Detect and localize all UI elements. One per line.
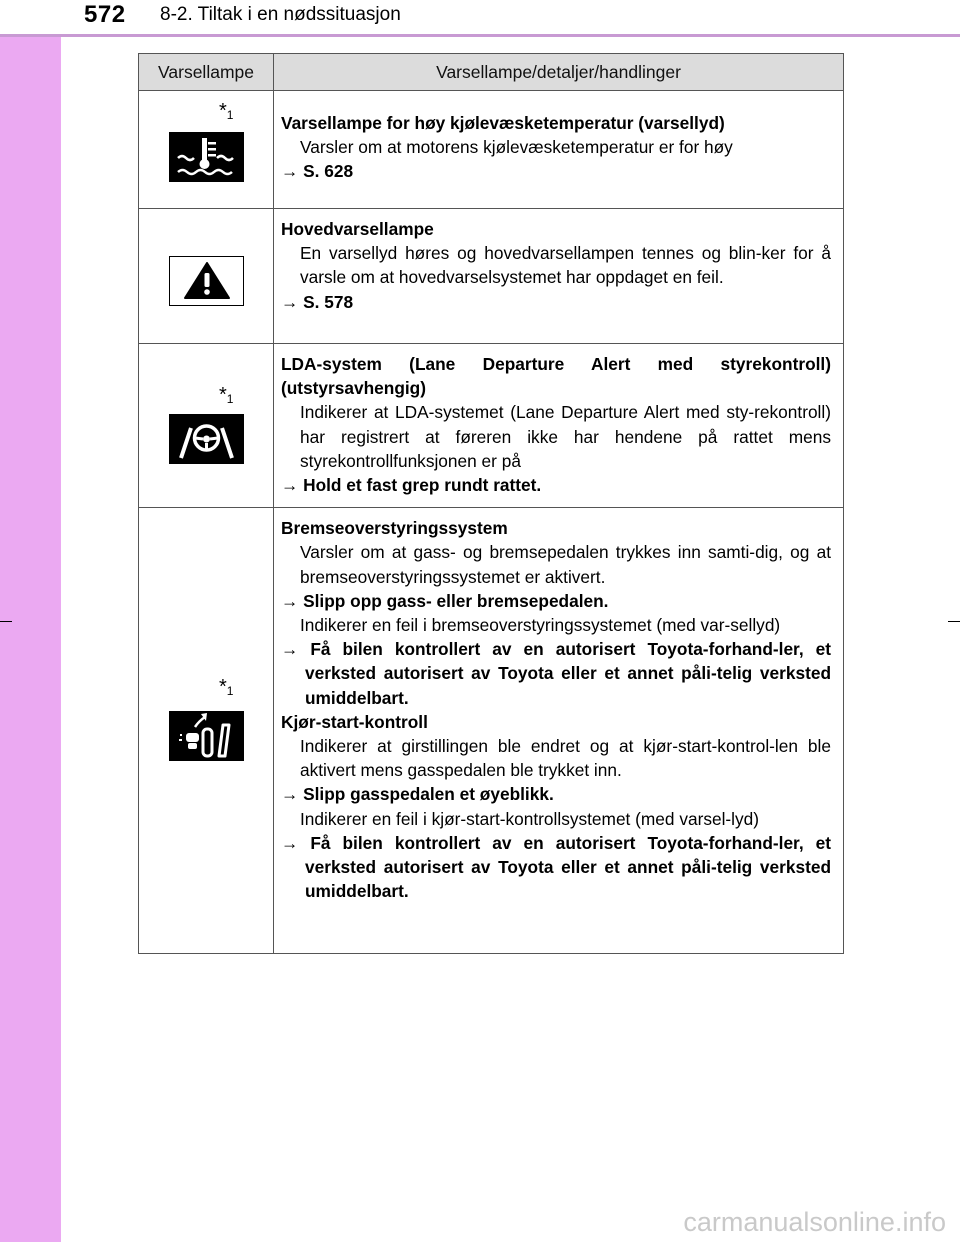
footnote-marker: $*_1$ [219, 384, 234, 406]
lamp-cell [139, 344, 274, 508]
lamp-description: Indikerer at girstillingen ble endret og at kjør-start-kontrol-len ble aktivert mens gasspedalen ble trykket inn. [300, 736, 831, 781]
page-number: 572 [84, 1, 126, 28]
lamp-action: → Slipp gasspedalen et øyeblikk. [281, 784, 554, 805]
table-row [139, 508, 844, 954]
coolant-temperature-icon [169, 132, 244, 182]
table-header-row [139, 54, 844, 91]
lamp-action: → Hold et fast grep rundt rattet. [281, 475, 542, 496]
warning-lamp-table [138, 53, 844, 954]
lamp-title: Varsellampe for høy kjølevæsketemperatur (varsellyd) [281, 113, 725, 133]
lda-steering-wheel-icon [169, 414, 244, 464]
table-row [139, 209, 844, 344]
footnote-marker: $*_1$ [219, 100, 234, 122]
crop-mark-right [948, 621, 960, 622]
details-cell [274, 209, 844, 344]
lamp-title: Kjør-start-kontroll [281, 711, 428, 732]
details-cell [274, 508, 844, 954]
lamp-action: → S. 578 [281, 291, 354, 312]
lamp-title: LDA-system (Lane Departure Alert med styrekontroll) (utstyrsavhengig) [281, 354, 831, 399]
lamp-title: Hovedvarsellampe [281, 219, 434, 239]
lamp-action: → S. 628 [281, 161, 354, 182]
lamp-description: Indikerer en feil i bremseoverstyringssystemet (med var-sellyd) [300, 615, 781, 636]
table-row [139, 91, 844, 209]
master-warning-icon [169, 256, 244, 306]
lamp-description: Varsler om at motorens kjølevæsketemperatur er for høy [300, 137, 733, 158]
header-band [0, 0, 960, 36]
lamp-cell [139, 508, 274, 954]
table-row [139, 344, 844, 508]
section-title: 8-2. Tiltak i en nødssituasjon [160, 4, 401, 25]
brake-override-pedals-icon [169, 711, 244, 761]
column-header-details: Varsellampe/detaljer/handlinger [274, 54, 844, 91]
lamp-action: → Slipp opp gass- eller bremsepedalen. [281, 590, 609, 611]
crop-mark-left [0, 621, 12, 622]
details-cell [274, 344, 844, 508]
lamp-cell [139, 209, 274, 344]
lamp-action: → Få bilen kontrollert av en autorisert Toyota-forhand-ler, et verksted autorisert av Toyota eller et annet påli-telig verksted umiddelbart. [281, 832, 832, 902]
lamp-description: En varsellyd høres og hovedvarsellampen tennes og blin-ker for å varsle om at hovedvarselsystemet har oppdaget en feil. [300, 243, 831, 288]
lamp-description: Indikerer at LDA-systemet (Lane Departure Alert med sty-rekontroll) har registrert at føreren ikke har hendene på rattet mens styrekontrollfunksjonen er på [300, 402, 831, 471]
lamp-description: Varsler om at gass- og bremsepedalen trykkes inn samti-dig, og at bremseoverstyringssystemet er aktivert. [300, 542, 831, 587]
watermark: carmanualsonline.info [683, 1207, 946, 1237]
lamp-action: → Få bilen kontrollert av en autorisert Toyota-forhand-ler, et verksted autorisert av Toyota eller et annet påli-telig verksted umiddelbart. [281, 639, 832, 708]
details-cell [274, 91, 844, 209]
footnote-marker: $*_1$ [219, 676, 234, 699]
lamp-title: Bremseoverstyringssystem [281, 518, 508, 539]
column-header-lamp: Varsellampe [139, 54, 274, 91]
lamp-description: Indikerer en feil i kjør-start-kontrollsystemet (med varsel-lyd) [300, 808, 760, 829]
lamp-cell [139, 91, 274, 209]
header-rule [0, 34, 960, 37]
